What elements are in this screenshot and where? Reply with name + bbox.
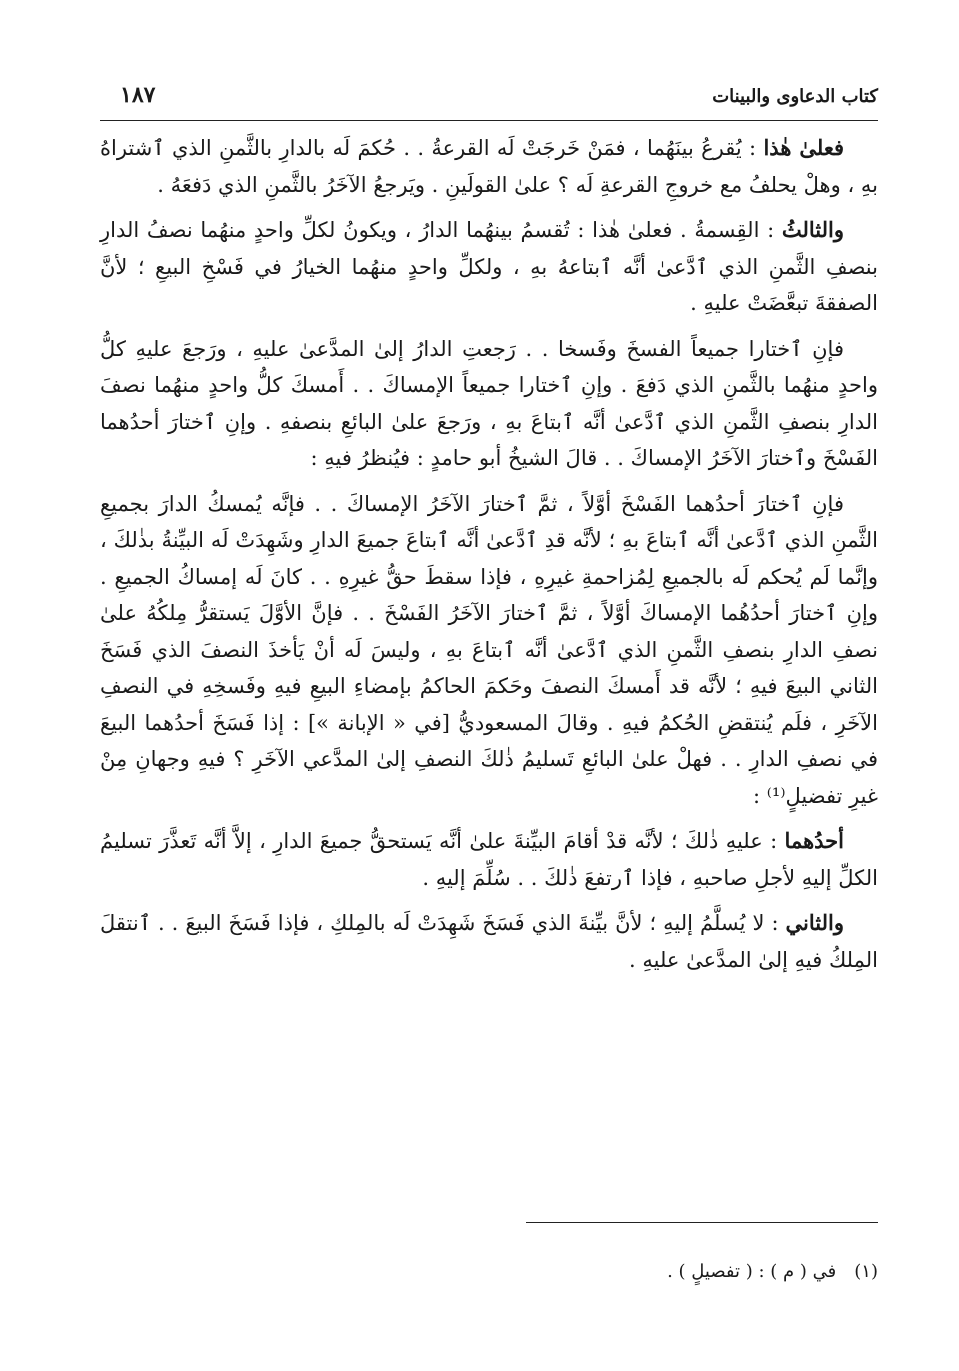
- paragraph-6: [100, 905, 878, 978]
- footnotes: [100, 1258, 878, 1286]
- paragraph-1: [100, 130, 878, 203]
- footnote-1: [100, 1258, 878, 1286]
- paragraph-lead: أحدُهما: [784, 828, 844, 853]
- paragraph-lead: والثالثُ: [781, 217, 844, 242]
- header-divider: [100, 120, 878, 121]
- paragraph-text: : القِسمةُ . فعلىٰ هٰذا : تُقسمُ بينهُما الدارُ ، ويكونُ لكلِّ واحدٍ منهُما نصفُ الدارِ بنصفِ الثَّمنِ الذي ٱدَّعىٰ أنَّه ٱبتاعهُ بهِ ، ولكلِّ واحدٍ منهُما الخيارُ في فَسْخِ البيعِ ؛ لأنَّ الصفقةَ تبعَّضَتْ عليهِ .: [100, 218, 878, 315]
- footnote-text: في ( م ) : ( تفصيلٍ ) .: [667, 1261, 837, 1282]
- paragraph-5: [100, 823, 878, 896]
- running-title: كتاب الدعاوى والبينات: [712, 86, 878, 107]
- paragraph-text: : لا يُسلَّمُ إليهِ ؛ لأنَّ بيِّنةَ الذي فَسَخَ شَهِدَتْ لَه بالمِلكِ ، فإذا فَسَخَ البيعَ . . ٱنتقلَ المِلكُ فيهِ إلىٰ المدَّعىٰ عليهِ .: [100, 911, 878, 972]
- paragraph-text: فإنِ ٱختارا جميعاً الفسخَ وفَسخا . . رَجعتِ الدارُ إلىٰ المدَّعىٰ عليهِ ، ورَجعَ عليهِ كلُّ واحدٍ منهُما بالثَّمنِ الذي دَفعَ . وإنِ ٱختارا جميعاً الإمساكَ . . أَمسكَ كلُّ واحدٍ منهُما نصفَ الدارِ بنصفِ الثَّمنِ الذي ٱدَّعىٰ أنَّه ٱبتاعَ بهِ ، ورَجعَ علىٰ البائعِ بنصفهِ . وإنِ ٱختارَ أحدُهما الفَسْخَ وٱختارَ الآخَرُ الإمساكَ . . قالَ الشيخُ أبو حامدٍ : فيُنظرُ فيهِ :: [100, 336, 878, 470]
- paragraph-4: [100, 486, 878, 815]
- paragraph-3: [100, 331, 878, 477]
- footnote-divider: [526, 1222, 878, 1223]
- paragraph-text: : عليهِ ذٰلكَ ؛ لأنَّه قدْ أقامَ البيِّنةَ علىٰ أنَّه يَستحقُّ جميعَ الدارِ ، إلاَّ أنَّه تَعذَّرَ تسليمُ الكلِّ إليهِ لأجلِ صاحبهِ ، فإذا ٱرتفعَ ذٰلكَ . . سُلِّمَ إليهِ .: [100, 829, 878, 890]
- paragraph-2: [100, 212, 878, 322]
- paragraph-lead: والثاني: [785, 910, 844, 935]
- main-text: [100, 130, 878, 987]
- paragraph-text: : يُقرعُ بينَهُما ، فمَنْ خَرجَتْ لَه القرعةُ . . حُكمَ لَه بالدارِ بالثَّمنِ الذي ٱشتراهُ بهِ ، وهلْ يحلفُ مع خروجِ القرعةِ لَه ؟ علىٰ القولَينِ . ويَرجعُ الآخَرُ بالثَّمنِ الذي دَفعَهُ .: [100, 136, 878, 197]
- paragraph-text: فإنِ ٱختارَ أحدُهما الفَسْخَ أوَّلاً ، ثمَّ ٱختارَ الآخَرُ الإمساكَ . . فإنَّه يُمسكُ الدارَ بجميعِ الثَّمنِ الذي ٱدَّعىٰ أنَّه ٱبتاعَ بهِ ؛ لأنَّه قدِ ٱدَّعىٰ أنَّه ٱبتاعَ جميعَ الدارِ وشَهِدَتْ لَه البيِّنةُ بذٰلكَ ، وإنَّما لَم يُحكم لَه بالجميعِ لِمُزاحمةِ غيرِهِ ، فإذا سقطَ حقُّ غيرِهِ . . كانَ لَه إمساكُ الجميعِ . وإنِ ٱختارَ أحدُهُما الإمساكَ أوَّلاً ، ثمَّ ٱختارَ الآخَرُ الفَسْخَ . . فإنَّ الأوَّلَ يَستقرُّ مِلكُهُ علىٰ نصفِ الدارِ بنصفِ الثَّمنِ الذي ٱدَّعىٰ أنَّه ٱبتاعَ بهِ ، وليسَ لَه أنْ يَأخذَ النصفَ الذي فَسَخَ الثاني البيعَ فيهِ ؛ لأنَّه قد أَمسكَ النصفَ وحَكمَ الحاكمُ بإمضاءِ البيعِ فيهِ وفَسخِهِ في النصفِ الآخَرِ ، فلَم يُنتقضِ الحُكمُ فيهِ . وقالَ المسعوديُّ [في « الإبانة »] : إذا فَسَخَ أحدُهما البيعَ في نصفِ الدارِ . . فهلْ علىٰ البائعِ تَسليمُ ذٰلكَ النصفِ إلىٰ المدَّعي الآخَرِ ؟ فيهِ وجهانِ مِنْ غيرِ تفضيلٍ⁽¹⁾ :: [100, 491, 878, 808]
- page-header: [100, 80, 878, 118]
- footnote-marker: (١): [854, 1261, 878, 1282]
- paragraph-lead: فعلىٰ هٰذا: [763, 135, 844, 160]
- page-number: ١٨٧: [120, 82, 156, 108]
